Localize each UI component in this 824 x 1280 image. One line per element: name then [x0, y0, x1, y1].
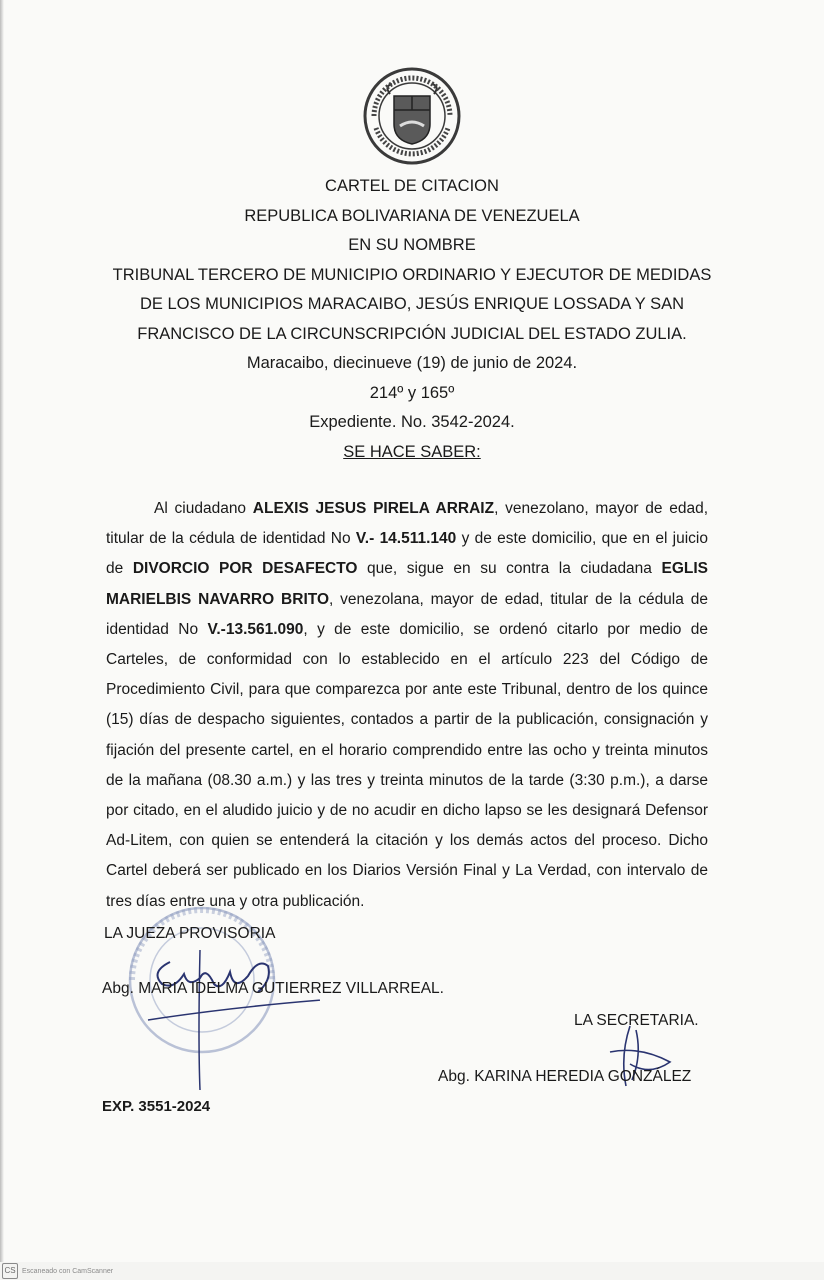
judge-title: LA JUEZA PROVISORIA [104, 925, 276, 942]
secretary-title: LA SECRETARIA. [574, 1012, 699, 1029]
header-date: Maracaibo, diecinueve (19) de junio de 2024. [246, 354, 578, 372]
header-notice: SE HACE SABER: [343, 442, 481, 461]
scanner-watermark-text: Escaneado con CamScanner [22, 1267, 114, 1275]
header-in-its-name: EN SU NOMBRE [348, 236, 476, 254]
expediente-footer: EXP. 3551-2024 [102, 1098, 211, 1115]
court-seal-icon [362, 66, 462, 166]
notice-body [106, 494, 708, 917]
header-expediente: Expediente. No. 3542-2024. [309, 413, 515, 431]
body-text-segment: , venezolana, mayor de edad, titular de la cédula de identidad No [106, 590, 708, 638]
plaintiff-name: EGLIS MARIELBIS NAVARRO BRITO [106, 560, 708, 608]
judge-signature-icon [140, 940, 320, 1090]
body-text-segment: que, sigue en su contra la ciudadana [357, 560, 662, 578]
scanner-watermark [2, 1262, 302, 1280]
body-text-segment: Al ciudadano [154, 500, 253, 517]
defendant-name: ALEXIS JESUS PIRELA ARRAIZ [252, 500, 495, 517]
header-years: 214º y 165º [369, 383, 455, 402]
case-type: DIVORCIO POR DESAFECTO [132, 560, 358, 578]
header-country: REPUBLICA BOLIVARIANA DE VENEZUELA [244, 206, 580, 225]
header-title: CARTEL DE CITACION [325, 177, 499, 195]
defendant-id: V.- 14.511.140 [355, 530, 457, 548]
body-text-segment: y de este domicilio, que en el juicio de [106, 530, 708, 578]
body-text-segment: , venezolano, mayor de edad, titular de la cédula de identidad No [106, 500, 709, 548]
document-header [0, 172, 824, 467]
judge-name: Abg. MARIA IDELMA GUTIERREZ VILLARREAL. [102, 980, 444, 997]
body-text-segment: , y de este domicilio, se ordenó citarlo por medio de Carteles, de conformidad con lo establecido en el artículo 223 del Código de Procedimiento Civil, para que comparezca por ante este Tribunal, dentro de los quince (15) días de despacho siguientes, contados a partir de la publicación, consignación y fijación del presente cartel, en el horario comprendido entre las ocho y treinta minutos de la mañana (08.30 a.m.) y las tres y treinta minutos de la tarde (3:30 p.m.), a darse por citado, en el aludido juicio y de no acudir en dicho lapso se les designará Defensor Ad-Litem, con quien se entenderá la citación y los demás actos del proceso. Dicho Cartel deberá ser publicado en los Diarios Versión Final y La Verdad, con intervalo de tres días entre una y otra publicación. [106, 620, 709, 910]
plaintiff-id: V.-13.561.090 [207, 620, 304, 638]
header-court-line1: TRIBUNAL TERCERO DE MUNICIPIO ORDINARIO Y EJECUTOR DE MEDIDAS [112, 265, 712, 284]
camscanner-logo-icon: CS [2, 1263, 18, 1279]
header-court-line3: FRANCISCO DE LA CIRCUNSCRIPCIÓN JUDICIAL DEL ESTADO ZULIA. [137, 324, 687, 343]
secretary-name: Abg. KARINA HEREDIA GONZÁLEZ [438, 1068, 692, 1085]
header-court-line2: DE LOS MUNICIPIOS MARACAIBO, JESÚS ENRIQUE LOSSADA Y SAN [139, 295, 685, 313]
